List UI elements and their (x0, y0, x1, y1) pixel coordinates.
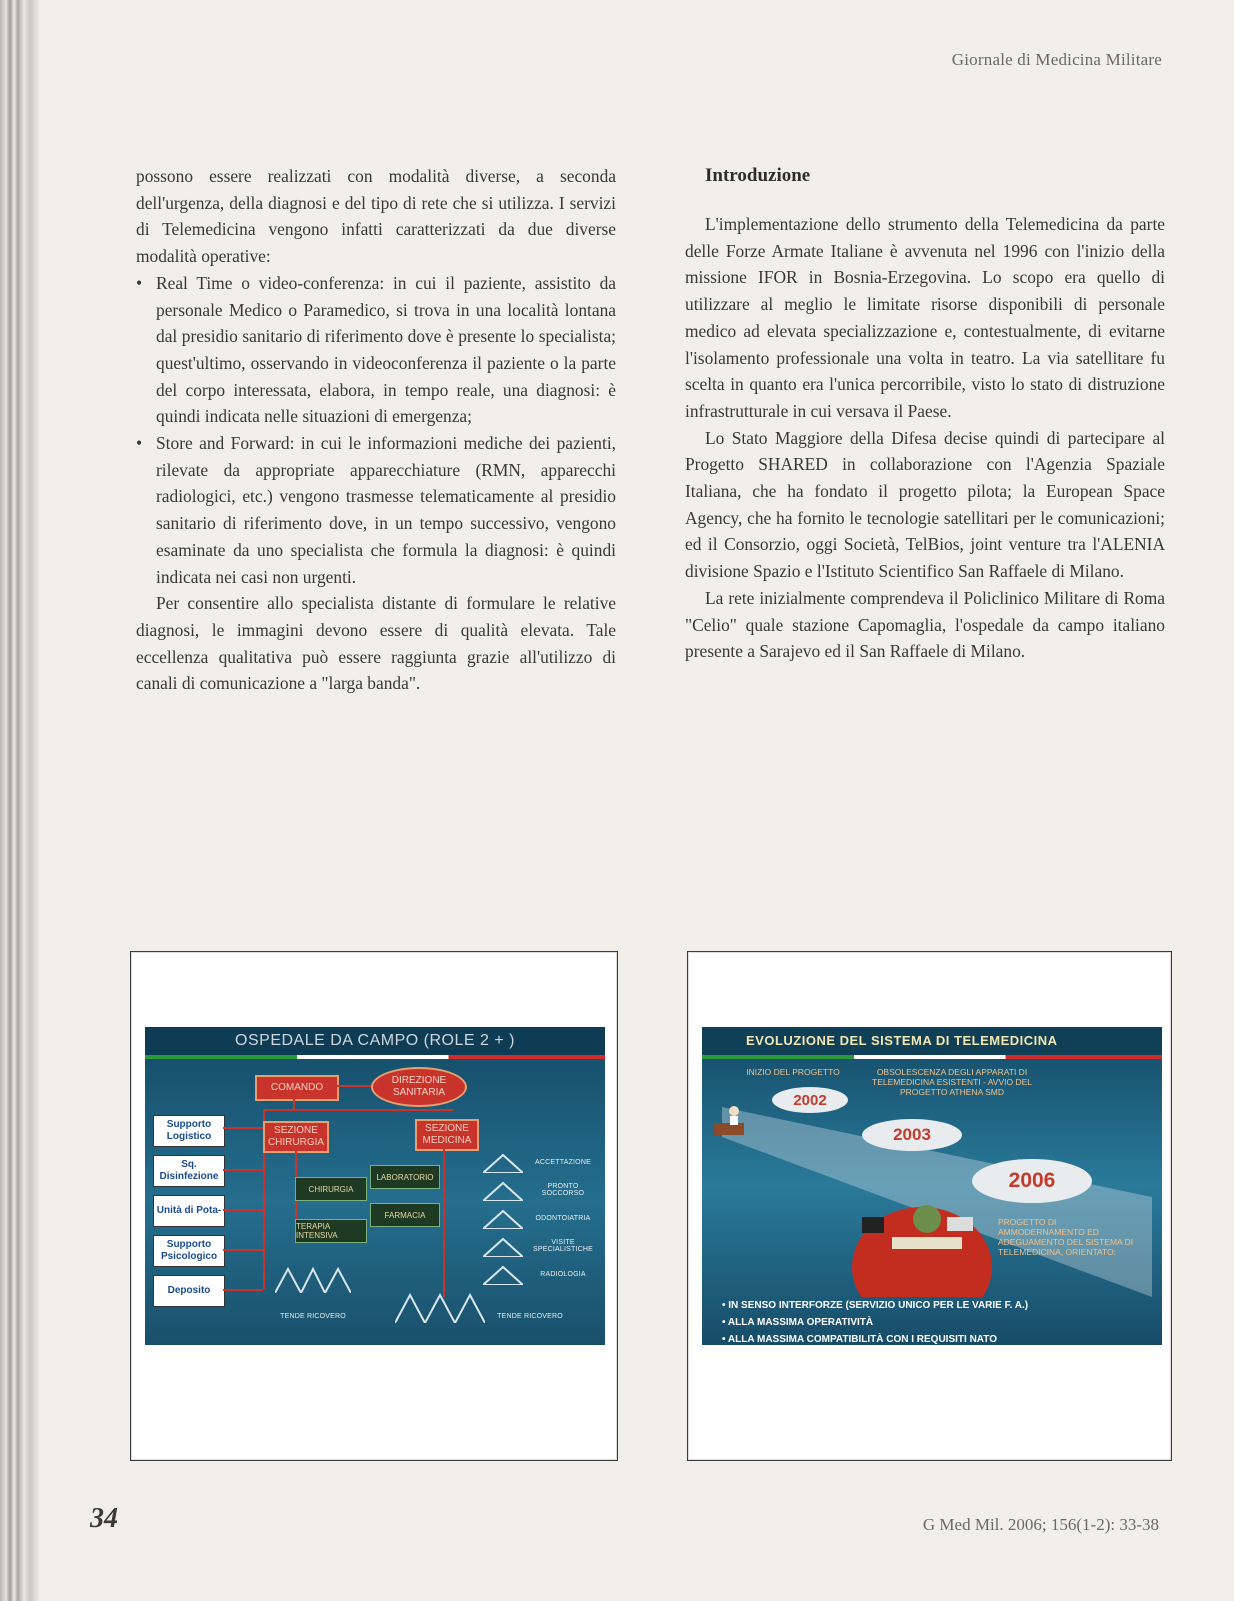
comando-box: COMANDO (255, 1075, 339, 1101)
sezione-chirurgia-box: SEZIONE CHIRURGIA (263, 1121, 329, 1153)
caption-inizio: INIZIO DEL PROGETTO (746, 1067, 840, 1077)
service-label: PRONTO SOCCORSO (541, 1183, 585, 1197)
service-label: VISITE SPECIALISTICHE (533, 1239, 593, 1253)
connector (223, 1249, 263, 1251)
tent-icon (483, 1237, 523, 1257)
connector (223, 1169, 263, 1171)
section-heading: Introduzione (705, 165, 811, 186)
connector (335, 1085, 373, 1087)
tent-icon (483, 1265, 523, 1285)
year-badge: 2006 (972, 1159, 1092, 1203)
tent-icon (483, 1181, 523, 1201)
paragraph: possono essere realizzati con modalità diverse, a seconda dell'urgenza, della diagnosi e del tipo di rete che si utilizza. I servizi di Telemedicina vengono infatti caratterizzati da due diverse modalità operative: (136, 166, 616, 267)
connector (293, 1097, 295, 1109)
paragraph: La rete inizialmente comprendeva il Policlinico Militare di Roma "Celio" quale stazione Capomaglia, l'ospedale da campo italiano presente a Sarajevo ed il San Raffaele di Milano. (685, 587, 1165, 662)
paragraph: L'implementazione dello strumento della Telemedicina da parte delle Forze Armate Italiane è avvenuta nel 1996 con l'inizio della missione IFOR in Bosnia-Erzegovina. Lo scopo era quello di utilizzare al meglio le limitate risorse disponibili di personale medico ad elevata specializzazione e, contestualmente, di evitarne l'isolamento professionale una volta in teatro. La via satellitare fu scelta in quanto era l'unica percorribile, visto lo stato di distruzione infrastrutturale in cui versava il Paese. (685, 214, 1165, 421)
list-item: • Real Time o video-conferenza: in cui il paziente, assistito da personale Medico o Paramedico, si trova in una località lontana dal presidio sanitario di riferimento dove è presente lo specialista; quest'ultimo, osservando in videoconferenza il paziente o la parte del corpo interessata, elabora, in tempo reale, una diagnosi: è quindi indicata nelle situazioni di emergenza; (136, 270, 616, 430)
slide-bullet: • ALLA MASSIMA COMPATIBILITÀ CON I REQUISITI NATO (722, 1331, 1028, 1345)
connector (223, 1127, 263, 1129)
connector (263, 1109, 453, 1111)
tent-icon (483, 1209, 523, 1229)
direzione-oval: DIREZIONE SANITARIA (371, 1067, 467, 1107)
slide-title: OSPEDALE DA CAMPO (ROLE 2 + ) (145, 1027, 605, 1055)
unit-box: LABORATORIO (370, 1165, 440, 1189)
tents-icon (395, 1289, 485, 1323)
bullet-list (136, 270, 616, 590)
support-box: Deposito (153, 1275, 225, 1307)
support-box: Supporto Logistico (153, 1115, 225, 1147)
tende-label: TENDE RICOVERO (497, 1313, 563, 1320)
support-box: Supporto Psicologico (153, 1235, 225, 1267)
slide-evolution (702, 1027, 1162, 1345)
support-box: Unità di Pota- (153, 1195, 225, 1227)
slide-bullet: • IN SENSO INTERFORZE (SERVIZIO UNICO PER LE VARIE F. A.) (722, 1297, 1028, 1314)
doctor-desk-icon (712, 1103, 746, 1137)
soldier-patient-icon (852, 1187, 982, 1267)
citation: G Med Mil. 2006; 156(1-2): 33-38 (922, 1515, 1159, 1534)
left-column (136, 163, 616, 697)
service-label: ODONTOIATRIA (535, 1215, 591, 1222)
unit-box: TERAPIA INTENSIVA (295, 1219, 367, 1243)
connector (223, 1289, 263, 1291)
italian-flag-bar (702, 1055, 1162, 1059)
tent-icon (483, 1153, 523, 1173)
tende-label: TENDE RICOVERO (280, 1313, 346, 1320)
caption-obsolescenza: OBSOLESCENZA DEGLI APPARATI DI TELEMEDICINA ESISTENTI - AVVIO DEL PROGETTO ATHENA SMD (872, 1067, 1032, 1097)
unit-box: CHIRURGIA (295, 1177, 367, 1201)
page-number: 34 (90, 1503, 118, 1534)
sezione-medicina-box: SEZIONE MEDICINA (415, 1119, 479, 1151)
italian-flag-bar (145, 1055, 605, 1059)
year-badge: 2002 (772, 1087, 848, 1113)
connector (223, 1209, 263, 1211)
service-label: ACCETTAZIONE (535, 1159, 591, 1166)
slide-bullet: • ALLA MASSIMA OPERATIVITÀ (722, 1314, 1028, 1331)
slide-title: EVOLUZIONE DEL SISTEMA DI TELEMEDICINA (702, 1027, 1162, 1055)
tents-icon (275, 1263, 351, 1293)
list-item: • Store and Forward: in cui le informazioni mediche dei pazienti, rilevate da appropriate apparecchiature (RMN, apparecchi radiologici, etc.) vengono trasmesse telematicamente al presidio sanitario di riferimento dove, in un tempo successivo, vengono esaminate da uno specialista che formula la diagnosi: è quindi indicata nei casi non urgenti. (136, 430, 616, 590)
paragraph: Lo Stato Maggiore della Difesa decise quindi di partecipare al Progetto SHARED in collaborazione con l'Agenzia Spaziale Italiana, che ha fondato il progetto pilota; la European Space Agency, che ha fornito le tecnologie satellitari per le comunicazioni; ed il Consorzio, oggi Società, TelBios, joint venture tra l'ALENIA divisione Spazio e l'Istituto Scientifico San Raffaele di Milano. (685, 427, 1165, 582)
paragraph: Per consentire allo specialista distante di formulare le relative diagnosi, le immagini devono essere di qualità elevata. Tale eccellenza qualitativa può essere raggiunta grazie all'utilizzo di canali di comunicazione a "larga banda". (136, 593, 616, 694)
running-head: Giornale di Medicina Militare (951, 50, 1162, 69)
year-badge: 2003 (862, 1119, 962, 1151)
slide-bullets (722, 1297, 1028, 1345)
right-column (685, 163, 1165, 665)
support-box: Sq. Disinfezione (153, 1155, 225, 1187)
caption-progetto: PROGETTO DI AMMODERNAMENTO ED ADEGUAMENTO DEL SISTEMA DI TELEMEDICINA, ORIENTATO: (998, 1217, 1134, 1257)
slide-field-hospital (145, 1027, 605, 1345)
figure-evolution (687, 951, 1172, 1461)
figure-field-hospital (130, 951, 618, 1461)
unit-box: FARMACIA (370, 1203, 440, 1227)
service-label: RADIOLOGIA (540, 1271, 586, 1278)
connector (443, 1147, 445, 1297)
book-spine-shadow (0, 0, 40, 1601)
